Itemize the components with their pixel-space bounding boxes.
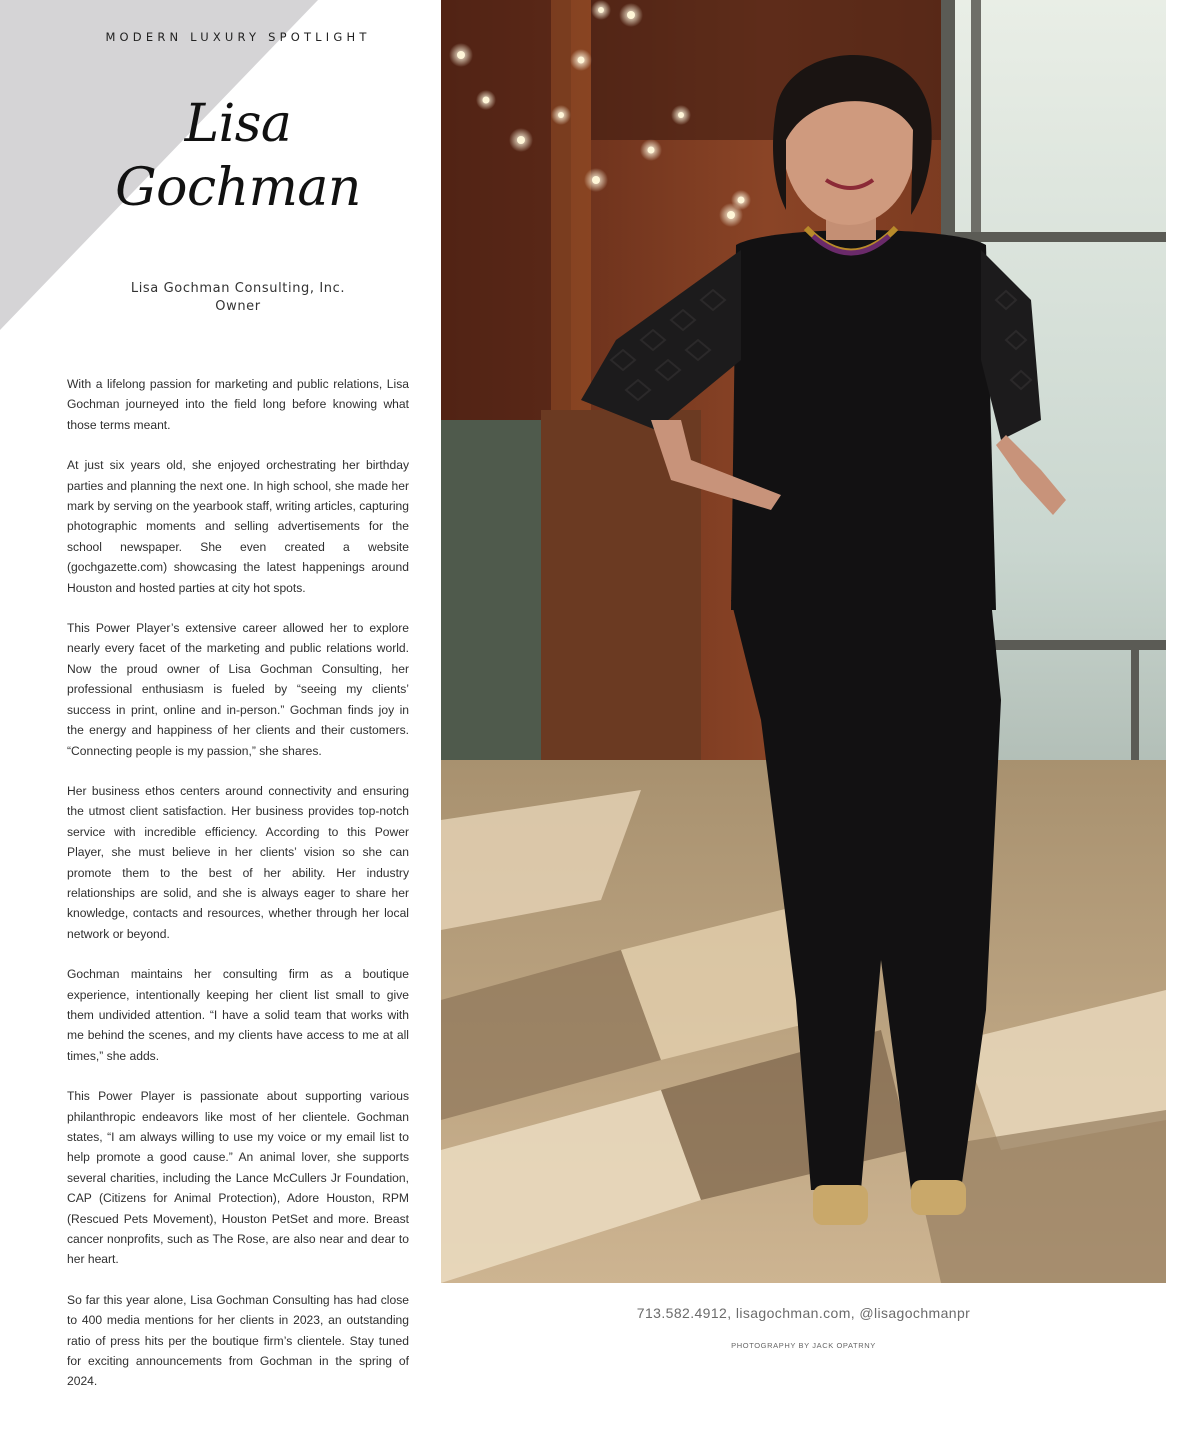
paragraph: Gochman maintains her consulting firm as a boutique experience, intentionally keeping her client list small to give them undivided attention. “I have a solid team that works with me behind the scenes, and my clients have access to me at all times,” she adds.	[67, 967, 409, 1063]
paragraph: So far this year alone, Lisa Gochman Consulting has had close to 400 media mentions for her clients in 2023, an outstanding ratio of press hits per the boutique firm’s clientele. Stay tuned for exciting announcements from Gochman in the spring of 2024.	[67, 1292, 409, 1389]
profile-name	[0, 92, 476, 220]
paragraph: This Power Player is passionate about supporting various philanthropic endeavors like most of her clientele. Gochman states, “I am always willing to use my voice or my email list to help promote a good cause.” An animal lover, she supports several charities, including the Lance McCullers Jr Foundation, CAP (Citizens for Animal Protection), Adore Houston, RPM (Rescued Pets Movement), Houston PetSet and more. Breast cancer nonprofits, such as The Rose, are also near and dear to her heart.	[67, 1089, 409, 1267]
article-body	[67, 374, 409, 1412]
first-name: Lisa	[184, 94, 292, 154]
paragraph: This Power Player’s extensive career allowed her to explore nearly every facet of the marketing and public relations world. Now the proud owner of Lisa Gochman Consulting, her professional enthusiasm is fueled by “seeing my clients’ success in print, online and in-person.” Gochman finds joy in the energy and happiness of her clients and their customers. “Connecting people is my passion,” she shares.	[67, 621, 409, 758]
contact-info: 713.582.4912, lisagochman.com, @lisagochmanpr	[636, 1305, 971, 1321]
last-name: Gochman	[115, 158, 361, 218]
photo-credit: PHOTOGRAPHY BY JACK OPATRNY	[731, 1341, 876, 1350]
paragraph: Her business ethos centers around connectivity and ensuring the utmost client satisfaction. Her business provides top-notch service with incredible efficiency. According to this Power Player, she must believe in her clients’ vision so she can promote them to the best of her ability. Her industry relationships are solid, and she is always eager to share her knowledge, contacts and resources, whether through her local network or beyond.	[67, 783, 409, 941]
section-kicker: MODERN LUXURY SPOTLIGHT	[105, 30, 371, 44]
company-name: Lisa Gochman Consulting, Inc.	[130, 281, 346, 296]
paragraph: With a lifelong passion for marketing and public relations, Lisa Gochman journeyed into the field long before knowing what those terms meant.	[67, 377, 409, 432]
paragraph: At just six years old, she enjoyed orchestrating her birthday parties and planning the next one. In high school, she made her mark by serving on the yearbook staff, writing articles, capturing photographic moments and selling advertisements for the school newspaper. She even created a website (gochgazette.com) showcasing the latest happenings around Houston and hosted parties at city hot spots.	[67, 458, 409, 595]
job-title: Owner	[215, 299, 261, 314]
portrait-photo	[441, 0, 1166, 1283]
affiliation	[0, 280, 476, 316]
